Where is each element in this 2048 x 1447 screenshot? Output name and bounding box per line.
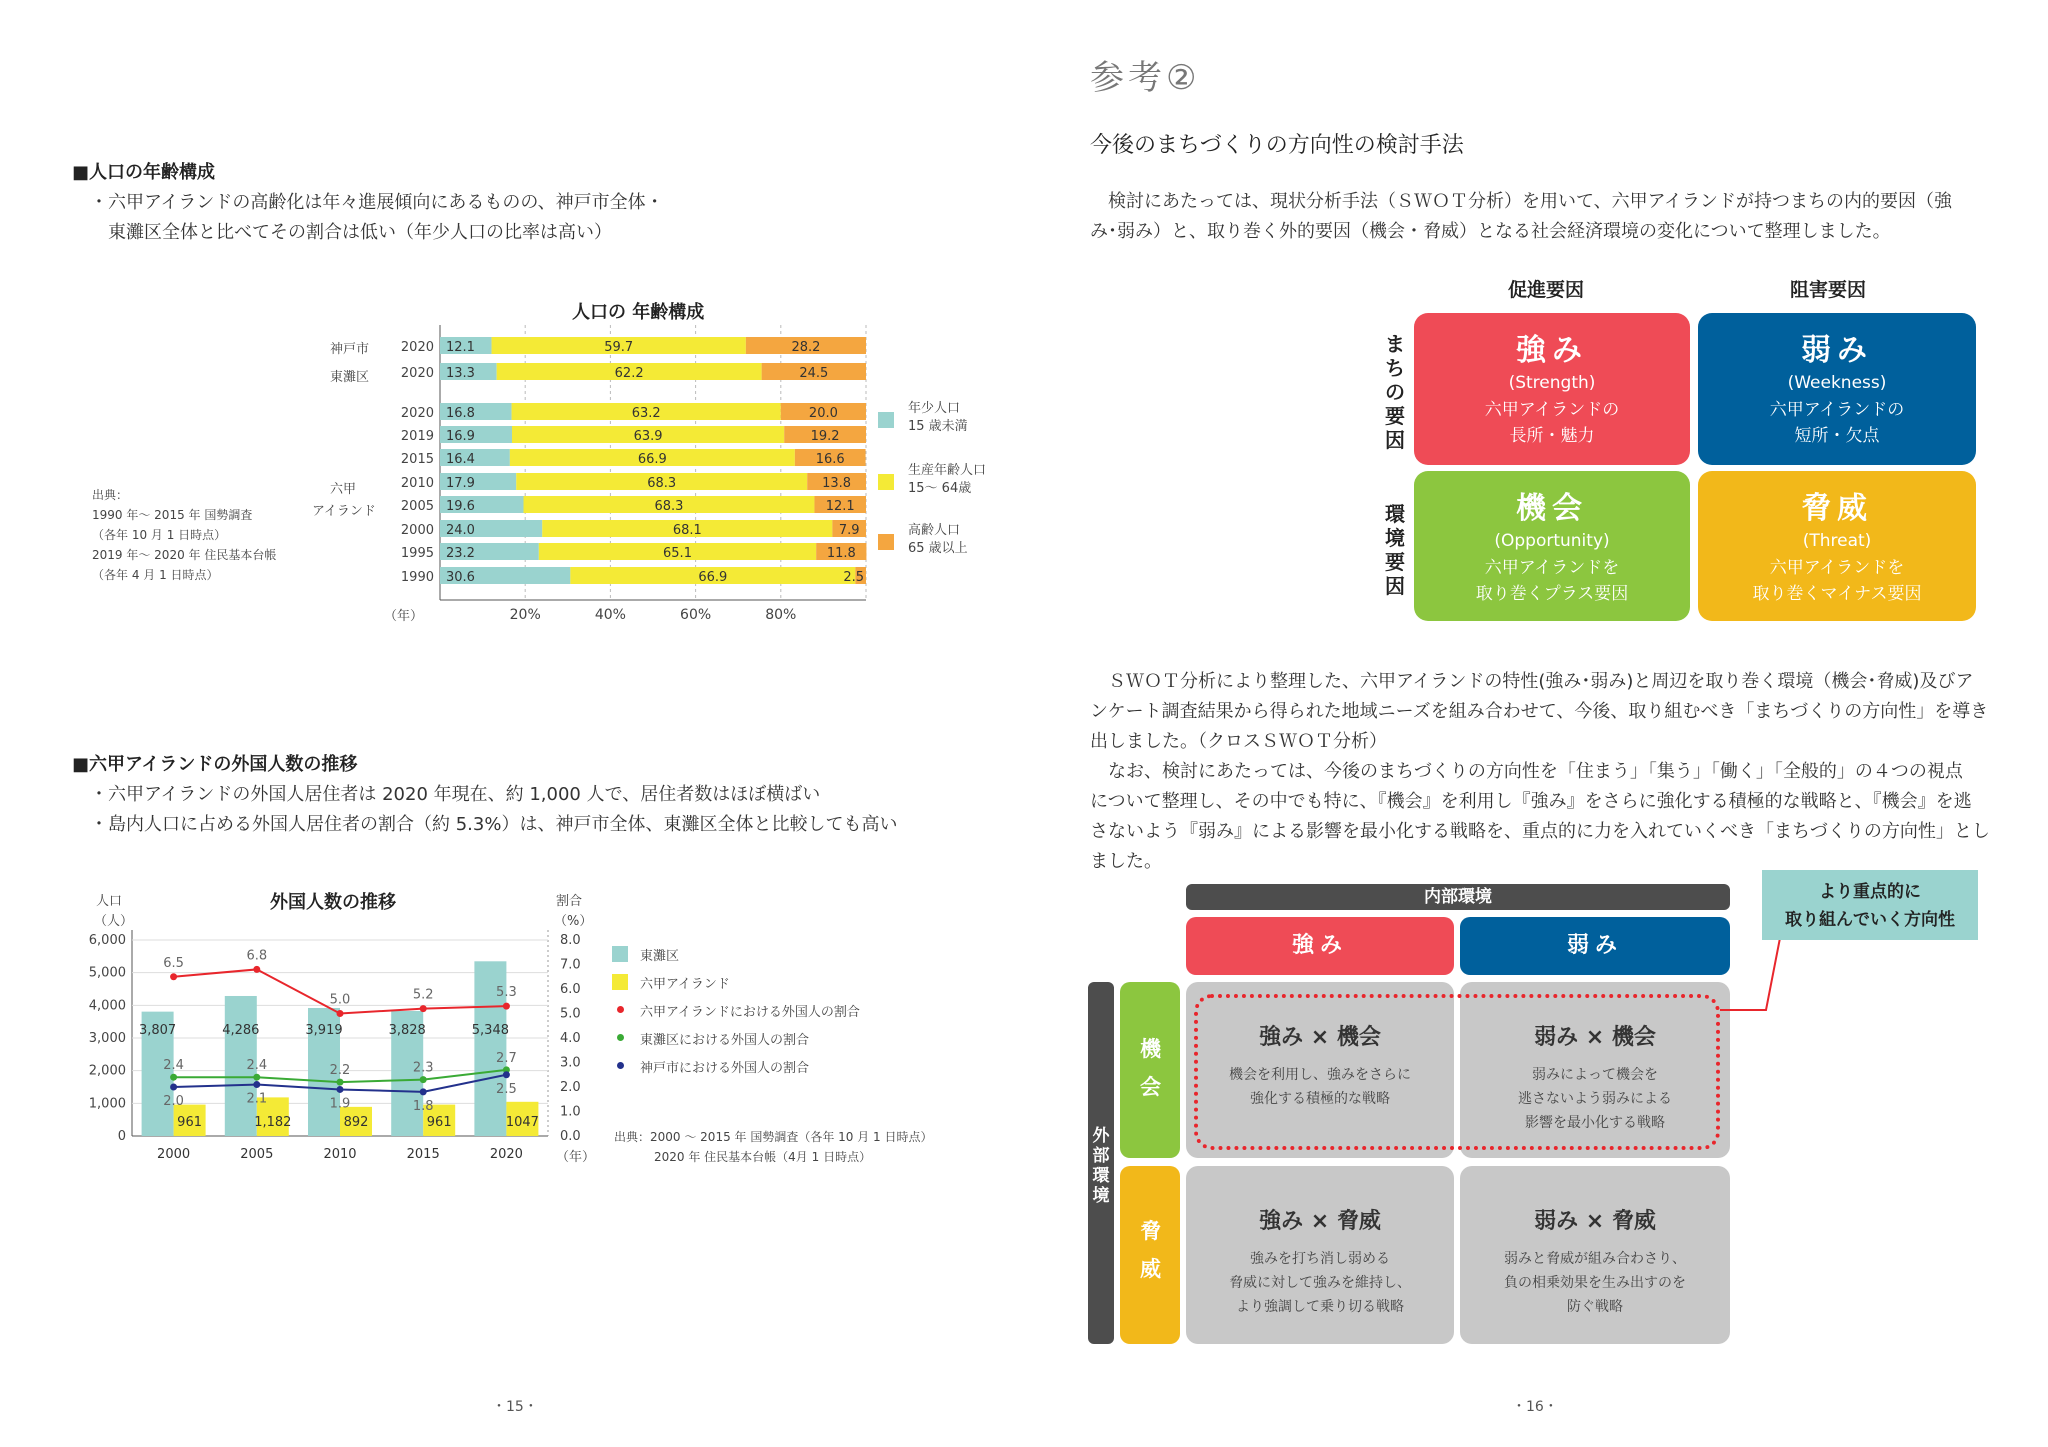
age-tick-label: 20% (509, 607, 541, 623)
legend-rokko: 六甲アイランド (640, 977, 730, 992)
foreign-line-label: 2.4 (163, 1058, 184, 1074)
foreign-bar-label-rokko: 961 (177, 1115, 203, 1130)
foreign-line-point (420, 1005, 427, 1012)
cross-wt-desc-2: 負の相乗効果を生み出すのを (1504, 1275, 1686, 1291)
age-bar-label: 63.9 (633, 429, 663, 444)
age-bar-label: 16.8 (446, 406, 475, 421)
intro-line-1: 検討にあたっては、現状分析手法（ＳＷＯＴ分析）を用いて、六甲アイランドが持つまちの内的要因（強 (1108, 191, 1953, 212)
age-year-label: 2000 (400, 523, 434, 538)
foreign-bar-label-higashinada: 3,807 (138, 1023, 177, 1039)
age-chart-title: 人口の 年齢構成 (572, 302, 705, 323)
age-bar-label: 66.9 (637, 452, 667, 467)
cross-threat-label: 脅威 (1140, 1219, 1161, 1281)
cross-wt-desc (1460, 1247, 1730, 1319)
cross-st-title: 強み × 脅威 (1259, 1209, 1381, 1234)
foreign-line-point (253, 966, 260, 973)
para-line-5: について整理し、その中でも特に、『機会』を利用し『強み』をさらに強化する積極的な戦略と、『機会』を逃 (1090, 791, 1972, 812)
foreign-right-tick: 2.0 (560, 1080, 581, 1095)
age-bar-label: 7.9 (838, 523, 860, 538)
foreign-line-label: 2.0 (163, 1094, 184, 1109)
foreign-bar-label-higashinada: 5,348 (471, 1023, 510, 1039)
cross-st-desc (1186, 1247, 1454, 1319)
foreign-right-tick: 6.0 (560, 982, 581, 997)
age-tick-label: 80% (765, 607, 797, 623)
age-bar-label: 24.5 (799, 366, 829, 381)
age-bar-label: 24.0 (446, 523, 475, 538)
age-bar-label: 63.2 (631, 406, 661, 421)
foreign-line-label: 6.8 (246, 948, 268, 964)
priority-highlight (1194, 994, 1720, 1150)
foreign-line-point (503, 1071, 510, 1078)
swot-opportunity-en: (Opportunity) (1494, 531, 1610, 551)
swot-strength-en: (Strength) (1508, 373, 1596, 393)
page-header: 参考② (1090, 58, 1201, 98)
foreign-line-point (420, 1076, 427, 1083)
foreign-bar-label-higashinada: 3,828 (388, 1023, 426, 1039)
legend-kobe-ratio: 神戸市における外国人の割合 (640, 1061, 810, 1076)
foreign-right-tick: 5.0 (560, 1006, 581, 1022)
cross-weakness-header: 弱み (1460, 917, 1730, 975)
age-bar-label: 65.1 (663, 546, 692, 561)
age-year-label: 2020 (400, 366, 434, 381)
age-bar-label: 20.0 (808, 406, 838, 421)
swot-threat-desc1: 六甲アイランドを (1769, 558, 1905, 578)
age-bar-label: 59.7 (604, 340, 634, 355)
age-source (92, 485, 276, 585)
age-bar-label: 19.2 (810, 429, 840, 444)
foreign-x-label: 2000 (157, 1147, 191, 1162)
foreign-bar-label-higashinada: 3,919 (305, 1023, 343, 1039)
swot-strength (1414, 313, 1690, 465)
foreign-line-label: 1.8 (412, 1098, 434, 1114)
foreign-line-label: 5.2 (412, 987, 434, 1003)
para-line-3: 出しました。（クロスＳＷＯＴ分析） (1090, 731, 1387, 752)
foreign-x-label: 2015 (406, 1147, 440, 1162)
callout-connector-line (1720, 938, 1780, 1010)
priority-callout-1: より重点的に (1819, 882, 1921, 902)
bullet-foreign-2: ・島内人口に占める外国人居住者の割合（約 5.3%）は、神戸市全体、東灘区全体と比較しても高い (90, 814, 898, 835)
foreign-right-tick: 7.0 (560, 957, 581, 973)
age-bar-label: 16.4 (446, 452, 475, 467)
foreign-bar-label-rokko: 961 (426, 1115, 452, 1130)
swot-strength-desc2: 長所・魅力 (1509, 426, 1595, 446)
cross-wt-box (1460, 1166, 1730, 1344)
para-line-6: さないよう『弱み』による影響を最小化する戦略を、重点的に力を入れていくべき「まちづくりの方向性」とし (1090, 821, 1990, 842)
foreign-yleft-unit: （人） (94, 914, 134, 929)
foreign-line-point (337, 1079, 344, 1086)
foreign-x-label: 2005 (240, 1147, 274, 1162)
age-bar-label: 16.6 (815, 452, 845, 467)
cross-internal-bar: 内部環境 (1186, 884, 1730, 910)
para-line-1: ＳＷＯＴ分析により整理した、六甲アイランドの特性(強み･弱み)と周辺を取り巻く環境（機会･脅威)及びア (1108, 671, 1974, 692)
age-bar-label: 11.8 (826, 546, 856, 561)
age-source-line: （各年 4 月 1 日時点） (92, 568, 219, 582)
age-label-kobe: 神戸市 (330, 342, 370, 357)
foreign-line-point (503, 1003, 510, 1010)
cross-wo-desc-3: 影響を最小化する戦略 (1525, 1115, 1665, 1131)
age-label-higashinada: 東灘区 (330, 370, 370, 385)
age-bar-label: 68.3 (647, 476, 677, 491)
intro-line-2: み･弱み）と、取り巻く外的要因（機会・脅威）となる社会経済環境の変化について整理しました。 (1090, 221, 1891, 242)
foreign-x-unit: （年） (556, 1150, 596, 1165)
page-number-left: ・15・ (492, 1399, 538, 1415)
foreign-source-2: 2020 年 住民基本台帳（4月 1 日時点） (654, 1150, 872, 1164)
age-label-rokko-1: 六甲 (330, 482, 357, 497)
swot-col-promote: 促進要因 (1508, 279, 1585, 301)
cross-wt-desc-3: 防ぐ戦略 (1567, 1299, 1623, 1315)
age-year-label: 2015 (400, 452, 434, 467)
legend-working-l1: 生産年齢人口 (908, 463, 987, 478)
page-subtitle: 今後のまちづくりの方向性の検討手法 (1090, 133, 1464, 158)
foreign-bar-label-higashinada: 4,286 (222, 1023, 260, 1039)
bullet-foreign-1: ・六甲アイランドの外国人居住者は 2020 年現在、約 1,000 人で、居住者数はほぼ横ばい (90, 784, 821, 805)
foreign-line-point (170, 1084, 177, 1091)
cross-st-box (1186, 1166, 1454, 1344)
foreign-line-point (337, 1010, 344, 1017)
foreign-x-label: 2010 (323, 1147, 357, 1162)
cross-so-title: 強み × 機会 (1259, 1025, 1381, 1050)
cross-wo-desc-2: 逃さないよう弱みによる (1518, 1091, 1672, 1107)
foreign-line-label: 2.1 (246, 1091, 268, 1107)
swot-threat-title: 脅威 (1801, 491, 1873, 526)
bullet-age-2: 東灘区全体と比べてその割合は低い（年少人口の比率は高い） (108, 222, 612, 243)
age-bar-label: 2.5 (843, 570, 864, 585)
swot-col-inhibit: 阻害要因 (1790, 279, 1867, 301)
foreign-right-tick: 4.0 (560, 1031, 581, 1046)
foreign-line-point (170, 973, 177, 980)
foreign-line-label: 5.3 (496, 985, 517, 1001)
foreign-line-point (253, 1081, 260, 1088)
legend-working (908, 462, 986, 498)
foreign-line-label: 2.3 (412, 1060, 434, 1076)
foreign-yleft-label: 人口 (96, 894, 123, 909)
cross-external-label: 外部環境 (1092, 1126, 1110, 1206)
age-bar-label: 19.6 (446, 499, 475, 514)
age-bar-label: 12.1 (825, 499, 855, 514)
foreign-left-tick: 1,000 (88, 1096, 126, 1112)
foreign-line-label: 2.2 (329, 1063, 351, 1079)
swot-opportunity-title: 機会 (1516, 491, 1588, 526)
age-bar-label: 66.9 (698, 570, 728, 585)
foreign-line-point (253, 1074, 260, 1081)
age-axis-unit: （年） (384, 609, 424, 624)
age-source-line: 2019 年～ 2020 年 住民基本台帳 (92, 548, 277, 562)
legend-higashinada-ratio: 東灘区における外国人の割合 (640, 1033, 810, 1048)
swot-weakness (1698, 313, 1976, 465)
cross-st-desc-3: より強調して乗り切る戦略 (1236, 1299, 1404, 1315)
swot-opportunity-desc1: 六甲アイランドを (1484, 558, 1620, 578)
swot-opportunity-desc2: 取り巻くプラス要因 (1475, 584, 1629, 604)
age-bar-label: 16.9 (446, 429, 475, 444)
cross-so-desc-2: 強化する積極的な戦略 (1250, 1091, 1390, 1107)
foreign-right-tick: 0.0 (560, 1129, 581, 1144)
foreign-yright-unit: （%） (554, 914, 593, 929)
age-bar-label: 62.2 (614, 366, 644, 381)
age-source-line: 出典： (92, 488, 129, 502)
foreign-x-label: 2020 (489, 1147, 523, 1162)
cross-wo-title: 弱み × 機会 (1534, 1025, 1656, 1050)
foreign-bar-label-rokko: 892 (343, 1115, 369, 1130)
legend-elderly (908, 522, 968, 558)
foreign-bar-label-rokko: 1,182 (254, 1115, 292, 1130)
foreign-line-point (420, 1088, 427, 1095)
cross-wt-desc-1: 弱みと脅威が組み合わさり、 (1504, 1251, 1686, 1267)
age-year-label: 2019 (400, 429, 434, 444)
legend-dot-higashinada-ratio (617, 1034, 624, 1041)
bullet-age-1: ・六甲アイランドの高齢化は年々進展傾向にあるものの、神戸市全体・ (90, 192, 664, 213)
para-line-4: なお、検討にあたっては、今後のまちづくりの方向性を「住まう」「集う」「働く」「全般的」の４つの視点 (1108, 761, 1963, 782)
foreign-left-tick: 0 (117, 1129, 126, 1144)
cross-strength-header: 強み (1186, 917, 1454, 975)
swot-row-town: まちの要因 (1385, 332, 1405, 452)
cross-st-desc-2: 脅威に対して強みを維持し、 (1229, 1275, 1411, 1291)
legend-higashinada: 東灘区 (640, 949, 680, 964)
age-year-label: 2005 (400, 499, 434, 514)
cross-opportunity-label: 機会 (1140, 1037, 1161, 1099)
legend-dot-kobe-ratio (617, 1062, 624, 1069)
cross-so-desc-1: 機会を利用し、強みをさらに (1229, 1067, 1411, 1083)
foreign-source-1: 出典：2000 ～ 2015 年 国勢調査（各年 10 月 1 日時点） (614, 1130, 933, 1144)
age-source-line: 1990 年～ 2015 年 国勢調査 (92, 508, 253, 522)
swot-weakness-en: (Weekness) (1787, 373, 1887, 393)
swot-threat-desc2: 取り巻くマイナス要因 (1752, 584, 1922, 604)
swot-threat (1698, 471, 1976, 621)
swot-row-env: 環境要因 (1385, 502, 1405, 598)
foreign-left-tick: 3,000 (88, 1031, 126, 1046)
age-year-label: 1990 (400, 570, 434, 585)
foreign-line-point (337, 1086, 344, 1093)
section-title-age: ■人口の年齢構成 (72, 162, 216, 183)
foreign-line-label: 6.5 (163, 955, 184, 971)
age-bar-label: 68.1 (672, 523, 702, 538)
age-year-label: 1995 (400, 546, 434, 561)
foreign-line-label: 2.5 (496, 1081, 517, 1097)
legend-elderly-l1: 高齢人口 (908, 523, 961, 538)
age-bar-label: 12.1 (446, 340, 475, 355)
foreign-line-label: 5.0 (329, 992, 351, 1008)
age-bar-label: 13.3 (446, 366, 475, 381)
foreign-line-label: 2.4 (246, 1058, 268, 1074)
priority-callout (1762, 870, 1978, 940)
legend-swatch-working (878, 474, 894, 490)
foreign-left-tick: 6,000 (88, 933, 126, 948)
legend-young (908, 400, 968, 436)
age-label-rokko-2: アイランド (312, 504, 376, 519)
legend-young-l1: 年少人口 (908, 401, 961, 416)
legend-swatch-elderly (878, 534, 894, 550)
legend-rokko-ratio: 六甲アイランドにおける外国人の割合 (640, 1005, 860, 1020)
foreign-left-tick: 4,000 (88, 998, 126, 1014)
age-year-label: 2020 (400, 340, 434, 355)
legend-working-l2: 15～ 64歳 (908, 481, 972, 496)
para-line-2: ンケート調査結果から得られた地域ニーズを組み合わせて、今後、取り組むべき「まちづくりの方向性」を導き (1090, 701, 1989, 722)
cross-st-desc-1: 強みを打ち消し弱める (1250, 1251, 1390, 1267)
swot-opportunity (1414, 471, 1690, 621)
legend-swatch-higashinada (612, 946, 628, 962)
age-year-label: 2010 (400, 476, 434, 491)
foreign-left-tick: 5,000 (88, 965, 126, 981)
foreign-right-tick: 1.0 (560, 1104, 581, 1120)
legend-swatch-rokko (612, 974, 628, 990)
swot-weakness-desc1: 六甲アイランドの (1769, 400, 1905, 420)
foreign-chart-title: 外国人数の推移 (270, 892, 396, 913)
priority-callout-2: 取り組んでいく方向性 (1785, 910, 1955, 930)
age-bar-label: 30.6 (446, 570, 475, 585)
foreign-yright-label: 割合 (556, 894, 583, 909)
age-bar-label: 23.2 (446, 546, 475, 561)
foreign-bar-label-rokko: 1047 (505, 1115, 539, 1130)
age-bar-label: 17.9 (446, 476, 475, 491)
swot-weakness-title: 弱み (1801, 333, 1873, 368)
swot-strength-desc1: 六甲アイランドの (1484, 400, 1620, 420)
age-chart (380, 325, 880, 625)
age-bar-label: 13.8 (822, 476, 852, 491)
legend-elderly-l2: 65 歳以上 (908, 541, 968, 556)
foreign-line-label: 2.7 (496, 1050, 517, 1066)
age-year-label: 2020 (400, 406, 434, 421)
age-bar-label: 68.3 (654, 499, 684, 514)
foreign-left-tick: 2,000 (88, 1063, 126, 1079)
legend-swatch-young (878, 412, 894, 428)
age-tick-label: 60% (680, 607, 712, 623)
swot-strength-title: 強み (1516, 333, 1588, 368)
cross-wt-title: 弱み × 脅威 (1534, 1209, 1656, 1234)
foreign-chart (80, 920, 600, 1170)
legend-young-l2: 15 歳未満 (908, 419, 968, 434)
age-tick-label: 40% (594, 607, 626, 623)
legend-dot-rokko-ratio (617, 1006, 624, 1013)
age-bar-label: 28.2 (791, 340, 821, 355)
para-line-7: ました。 (1090, 851, 1162, 872)
swot-threat-en: (Threat) (1802, 531, 1872, 551)
section-title-foreign: ■六甲アイランドの外国人数の推移 (72, 754, 358, 775)
foreign-right-tick: 3.0 (560, 1055, 581, 1071)
foreign-right-tick: 8.0 (560, 933, 581, 948)
page-number-right: ・16・ (1512, 1399, 1558, 1415)
foreign-line-label: 1.9 (329, 1096, 351, 1112)
foreign-line-point (170, 1074, 177, 1081)
age-source-line: （各年 10 月 1 日時点） (92, 528, 227, 542)
swot-weakness-desc2: 短所・欠点 (1794, 426, 1880, 446)
cross-wo-desc-1: 弱みによって機会を (1532, 1067, 1658, 1083)
